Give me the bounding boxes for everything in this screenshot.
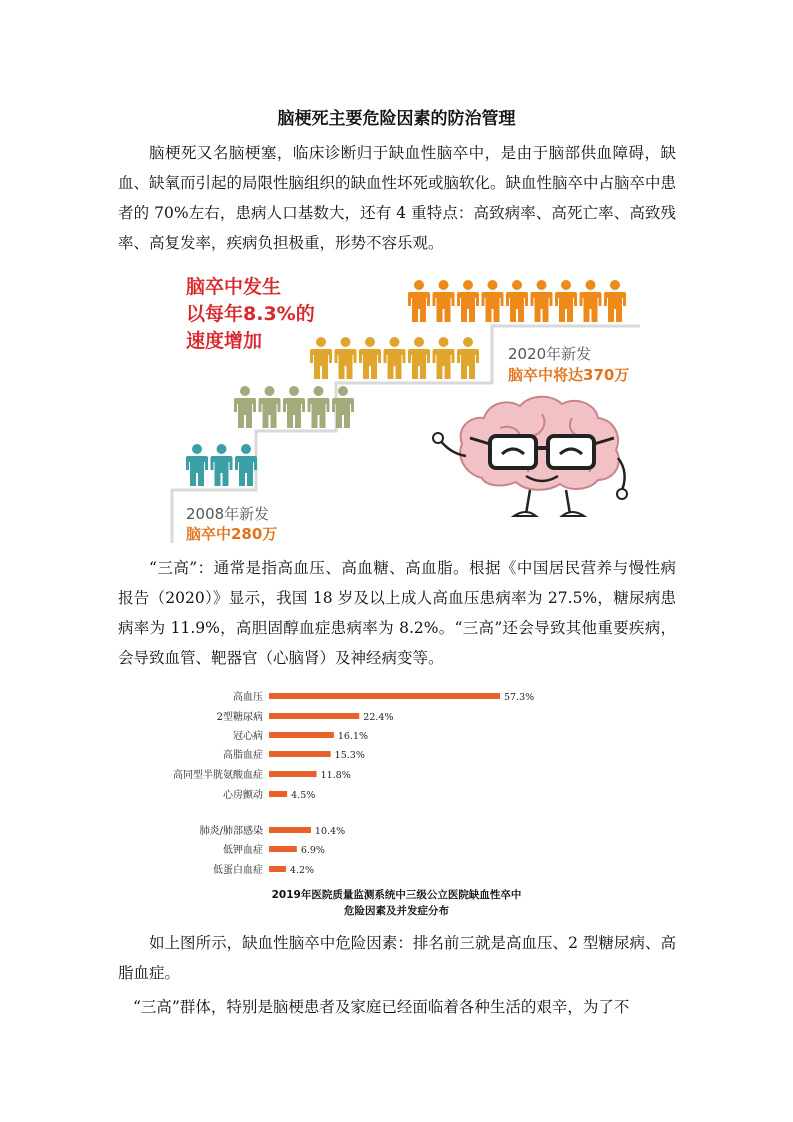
chart-category-label: 高血压: [233, 692, 263, 703]
chart-value-label: 22.4%: [363, 712, 394, 723]
label-2020-year: 2020年新发: [508, 345, 592, 363]
paragraph-three-highs: “三高”：通常是指高血压、高血糖、高血脂。根据《中国居民营养与慢性病报告（2020）》显示，我国 18 岁及以上成人高血压患病率为 27.5%，糖尿病患病率为 11.9%，高胆固醇血症患病率为 8.2%。“三高”还会导致其他重要疾病，会导致血管、靶器官（心脑肾）及神经病变等。: [118, 559, 676, 667]
person-icon: [433, 337, 455, 379]
chart-value-label: 6.9%: [300, 845, 325, 856]
chart-category-label: 低钾血症: [223, 845, 263, 856]
person-icon: [580, 280, 602, 322]
chart-bar: [269, 732, 334, 738]
chart-category-label: 低蛋白血症: [213, 865, 263, 876]
person-icon: [283, 386, 305, 428]
person-icon: [235, 444, 257, 486]
chart-bar: [269, 751, 331, 757]
person-icon: [555, 280, 577, 322]
label-2008: [186, 504, 277, 544]
chart-category-label: 冠心病: [233, 731, 263, 742]
chart-bar: [269, 713, 359, 719]
person-icon: [308, 386, 330, 428]
person-icon: [211, 444, 233, 486]
person-icon: [408, 337, 430, 379]
brain-cartoon-icon: [433, 397, 627, 516]
stroke-growth-infographic: [170, 268, 652, 543]
chart-bar: [269, 846, 297, 852]
chart-value-label: 4.2%: [289, 865, 315, 876]
person-icon: [506, 280, 528, 322]
person-icon: [433, 280, 455, 322]
chart-category-label: 肺炎/肺部感染: [199, 826, 263, 837]
person-icon: [335, 337, 357, 379]
label-2008-year: 2008年新发: [186, 505, 270, 523]
chart-caption: [0, 887, 793, 919]
chart-value-label: 16.1%: [337, 731, 369, 742]
chart-value-label: 4.5%: [291, 790, 316, 801]
chart-value-label: 10.4%: [314, 826, 346, 837]
chart-caption-line: 2019年医院质量监测系统中三级公立医院缺血性卒中: [271, 889, 522, 901]
chart-bar: [269, 827, 311, 833]
chart-value-label: 57.3%: [504, 692, 535, 703]
paragraph-risk-summary: 如上图所示，缺血性脑卒中危险因素：排名前三就是高血压、2 型糖尿病、高脂血症。: [118, 934, 676, 982]
paragraph-intro: 脑梗死又名脑梗塞，临床诊断归于缺血性脑卒中，是由于脑部供血障碍，缺血、缺氧而引起的局限性脑组织的缺血性坏死或脑软化。缺血性脑卒中占脑卒中患者的 70%左右，患病人口基数大，还有 4 重特点：高致病率、高死亡率、高致残率、高复发率，疾病负担极重，形势不容乐观。: [118, 144, 677, 252]
person-icon: [457, 337, 479, 379]
paragraph-three-highs-group: “三高”群体，特别是脑梗患者及家庭已经面临着各种生活的艰辛，为了不: [133, 998, 630, 1016]
headline-line: 速度增加: [186, 330, 263, 352]
person-icon: [457, 280, 479, 322]
label-2020: [508, 344, 629, 386]
chart-category-label: 高脂血症: [223, 750, 263, 761]
person-icon: [408, 280, 430, 322]
person-icon: [186, 444, 208, 486]
chart-bar: [269, 791, 287, 797]
chart-bar: [269, 866, 286, 872]
page-title: 脑梗死主要危险因素的防治管理: [277, 109, 516, 129]
label-2020-value: 脑卒中将达370万: [508, 366, 630, 384]
person-icon: [482, 280, 504, 322]
person-icon: [384, 337, 406, 379]
person-icon: [359, 337, 381, 379]
headline-line: 以每年8.3%的: [186, 303, 315, 325]
chart-category-label: 心房颤动: [223, 790, 263, 801]
infographic-headline: [186, 274, 315, 355]
chart-category-label: 2型糖尿病: [216, 712, 263, 723]
headline-line: 脑卒中发生: [186, 276, 282, 298]
chart-caption-line: 危险因素及并发症分布: [344, 905, 449, 917]
chart-value-label: 11.8%: [320, 770, 351, 781]
chart-value-label: 15.3%: [334, 750, 365, 761]
person-icon: [234, 386, 256, 428]
person-icon: [259, 386, 281, 428]
chart-bar: [269, 771, 317, 777]
chart-category-label: 高同型半胱氨酸血症: [173, 770, 263, 781]
person-icon: [531, 280, 553, 322]
label-2008-value: 脑卒中280万: [186, 525, 278, 543]
risk-factor-bar-chart: [0, 684, 793, 884]
person-icon: [604, 280, 626, 322]
chart-bar: [269, 693, 500, 699]
